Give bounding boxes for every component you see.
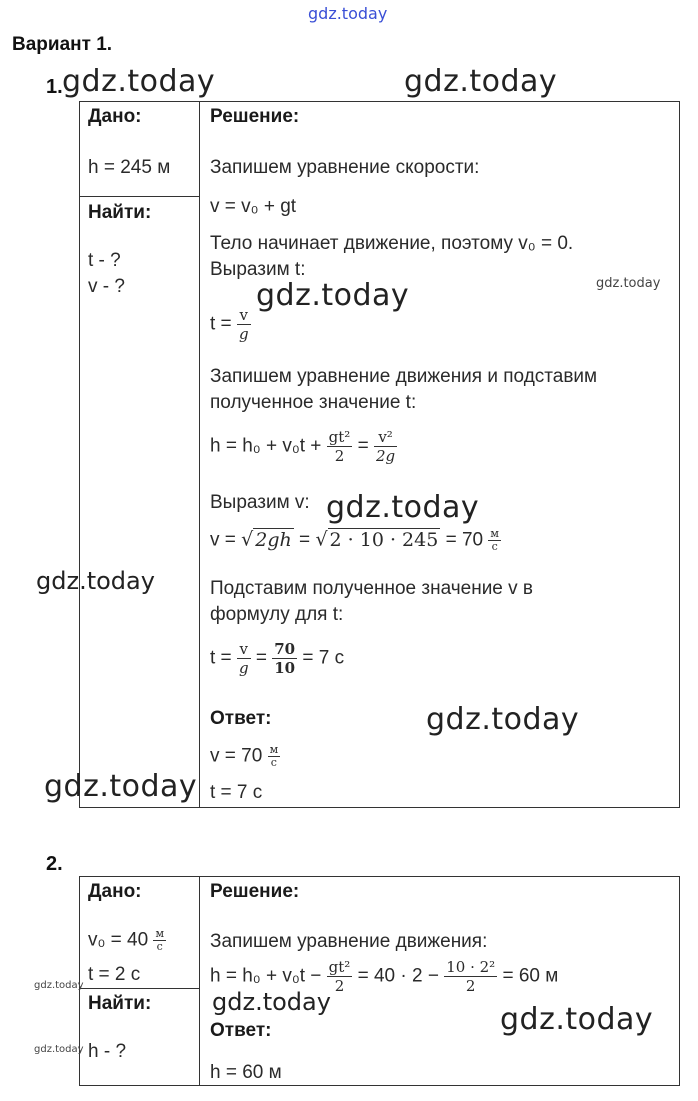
p1-find-label: Найти: xyxy=(88,202,152,223)
p1-answer-v-text: v = 70 xyxy=(210,745,263,767)
p1-line-motion-b: полученное значение t: xyxy=(210,392,417,413)
p1-frac-v-g-2-num: v xyxy=(237,640,251,659)
p1-given-label: Дано: xyxy=(88,106,142,127)
p2-given-t: t = 2 с xyxy=(88,964,141,985)
watermark: gdz.today xyxy=(212,988,331,1016)
p1-line-v0-zero: Тело начинает движение, поэтому v₀ = 0. xyxy=(210,233,574,254)
p2-given-label: Дано: xyxy=(88,881,142,902)
watermark: gdz.today xyxy=(36,567,155,595)
p1-answer-unit-m: м xyxy=(269,743,279,756)
p1-frac-gt2-num: gt² xyxy=(328,428,351,446)
p1-line-express-v: Выразим v: xyxy=(210,492,310,513)
p2-frac-numeric-den: 2 xyxy=(465,977,476,995)
watermark: gdz.today xyxy=(500,1002,654,1037)
p1-frac-v-g xyxy=(237,306,251,343)
p1-frac-v-g-num: v xyxy=(237,306,251,325)
p1-frac-v-g-2 xyxy=(237,640,251,677)
p2-frac-gt2-num: gt² xyxy=(328,958,351,976)
p1-eq-h-lhs: h = h₀ + v₀t + xyxy=(210,435,322,457)
p1-eq-t-lhs: t = xyxy=(210,313,232,335)
p2-eq-h-lhs: h = h₀ + v₀t − xyxy=(210,965,322,987)
p1-given-h: h = 245 м xyxy=(88,157,171,178)
p1-sqrt-numeric-radicand: 2 · 10 · 245 xyxy=(329,528,439,551)
p1-eq-h-eq: = xyxy=(357,435,369,457)
p1-unit-m-s xyxy=(488,528,501,553)
problem-1-divider-vertical xyxy=(199,101,200,808)
p1-line-express-t: Выразим t: xyxy=(210,259,306,280)
p1-answer-unit-s: с xyxy=(270,756,277,769)
p1-frac-v2-num: v² xyxy=(374,428,397,447)
p1-frac-v-g-den: g xyxy=(238,325,249,343)
p2-unit-m: м xyxy=(155,927,165,940)
p2-frac-gt2-den: 2 xyxy=(334,977,345,995)
watermark: gdz.today xyxy=(62,64,216,99)
p1-line-motion-a: Запишем уравнение движения и подставим xyxy=(210,366,598,387)
p1-eq-t-final-result: = 7 с xyxy=(302,647,345,669)
p1-eq-v-result: = 70 xyxy=(445,529,484,551)
p1-frac-10: 10 xyxy=(274,659,296,677)
p2-frac-numeric xyxy=(444,958,497,995)
p1-eq-t xyxy=(210,306,251,343)
p1-unit-s: с xyxy=(491,540,498,553)
p1-find-v: v - ? xyxy=(88,276,125,297)
watermark: gdz.today xyxy=(44,769,198,804)
p1-frac-v-g-2-den: g xyxy=(238,659,249,677)
p1-frac-gt2 xyxy=(327,428,353,465)
p2-given-v0-text: v₀ = 40 xyxy=(88,929,149,951)
p2-eq-h-result: = 60 м xyxy=(502,965,559,987)
p1-frac-70-10 xyxy=(272,640,297,677)
p1-find-t: t - ? xyxy=(88,250,121,271)
watermark: gdz.today xyxy=(34,980,84,991)
p2-find-h: h - ? xyxy=(88,1041,127,1062)
problem-2-divider-given xyxy=(79,988,200,989)
p1-sqrt-2gh-radicand: 2gh xyxy=(255,528,292,551)
p2-unit-s: с xyxy=(156,940,163,953)
p1-line-velocity-intro: Запишем уравнение скорости: xyxy=(210,157,480,178)
watermark: gdz.today xyxy=(256,278,410,313)
p2-frac-numeric-num: 10 · 2² xyxy=(446,958,496,976)
p1-frac-v2-2g xyxy=(374,428,397,465)
p1-eq-v xyxy=(210,528,501,553)
p2-find-label: Найти: xyxy=(88,993,152,1014)
p1-frac-gt2-den: 2 xyxy=(334,447,345,465)
watermark: gdz.today xyxy=(34,1044,84,1055)
watermark: gdz.today xyxy=(426,702,580,737)
problem-2-number: 2. xyxy=(46,853,63,875)
p1-eq-velocity: v = v₀ + gt xyxy=(210,196,297,217)
p1-eq-h xyxy=(210,428,397,465)
watermark-top: gdz.today xyxy=(308,4,388,23)
p1-unit-m: м xyxy=(490,527,499,540)
p1-sqrt-numeric: √ 2 · 10 · 245 xyxy=(315,528,439,551)
p1-answer-unit xyxy=(268,744,281,769)
p1-eq-t-final-lhs: t = xyxy=(210,647,232,669)
p2-line-motion: Запишем уравнение движения: xyxy=(210,931,488,952)
p2-unit-m-s xyxy=(153,928,166,953)
p2-answer-h: h = 60 м xyxy=(210,1062,282,1083)
p1-line-substitute-a: Подставим полученное значение v в xyxy=(210,578,534,599)
p1-frac-v2-den: 2g xyxy=(375,447,396,465)
p1-answer-t: t = 7 с xyxy=(210,782,263,803)
variant-title: Вариант 1. xyxy=(12,34,113,55)
p1-eq-v-lhs: v = xyxy=(210,529,236,551)
problem-1-number: 1. xyxy=(46,76,63,98)
p1-line-substitute-b: формулу для t: xyxy=(210,604,344,625)
p2-solution-label: Решение: xyxy=(210,881,300,902)
p1-sqrt-2gh: √ 2gh xyxy=(241,528,292,551)
p1-solution-label: Решение: xyxy=(210,106,300,127)
p2-answer-label: Ответ: xyxy=(210,1020,272,1041)
p2-eq-h-mid: = 40 · 2 − xyxy=(357,965,439,987)
watermark: gdz.today xyxy=(326,490,480,525)
p1-eq-v-eq: = xyxy=(299,529,311,551)
problem-2-divider-vertical xyxy=(199,876,200,1086)
p2-given-v0 xyxy=(88,928,166,953)
p1-eq-t-final xyxy=(210,640,344,677)
p1-frac-70: 70 xyxy=(274,640,296,658)
watermark: gdz.today xyxy=(596,276,661,291)
p1-eq-t-final-eq: = xyxy=(255,647,267,669)
watermark: gdz.today xyxy=(404,64,558,99)
problem-1-divider-given xyxy=(79,196,200,197)
p1-answer-label: Ответ: xyxy=(210,708,272,729)
p1-answer-v xyxy=(210,744,280,769)
